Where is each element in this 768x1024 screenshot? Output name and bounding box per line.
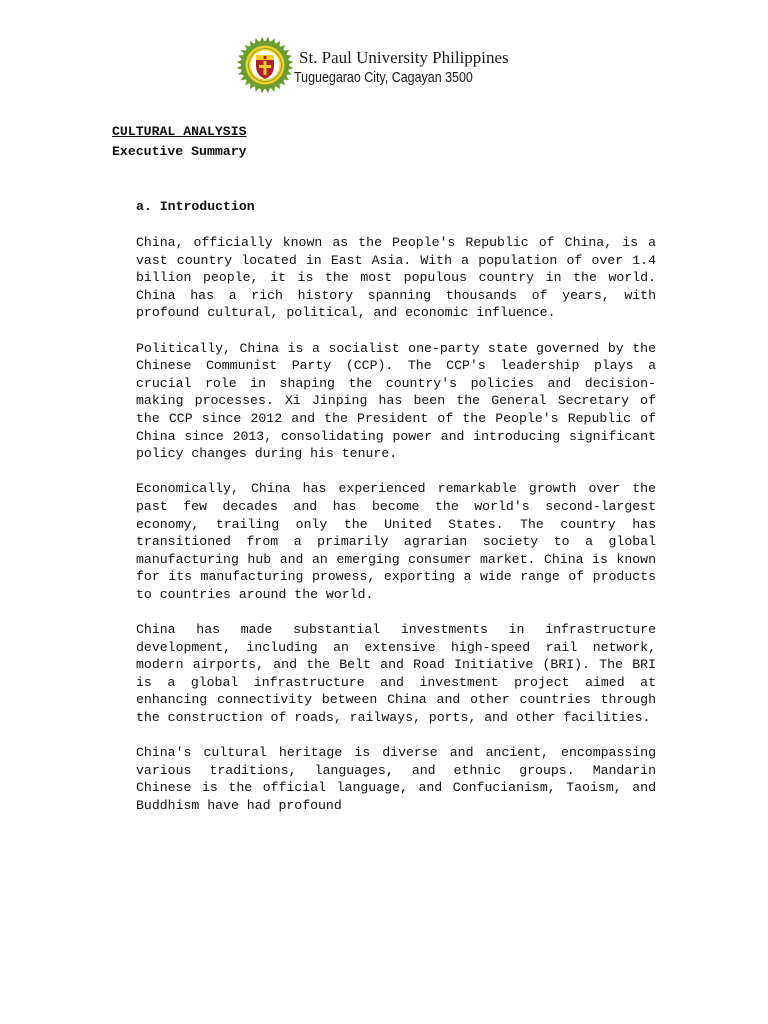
document-subtitle: Executive Summary xyxy=(112,144,247,159)
paragraph: China, officially known as the People's Republic of China, is a vast country located in East Asia. With a population of over 1.4 billion people, it is the most populous country in the world. China has a rich history spanning thousands of years, with profound cultural, political, and economic influence. xyxy=(136,235,656,321)
university-name: St. Paul University Philippines xyxy=(299,48,509,67)
paragraph: Economically, China has experienced remarkable growth over the past few decades and has become the world's second-largest economy, trailing only the United States. The country has transitioned from a primarily agrarian society to a global manufacturing hub and an emerging consumer market. China is known for its manufacturing prowess, exporting a wide range of products to countries around the world. xyxy=(136,481,656,602)
university-address: Tuguegarao City, Cagayan 3500 xyxy=(294,70,473,86)
document-title: CULTURAL ANALYSIS xyxy=(112,124,247,139)
university-seal-icon xyxy=(236,36,294,94)
document-heading xyxy=(112,122,247,162)
paragraph: China's cultural heritage is diverse and ancient, encompassing various traditions, languages, and ethnic groups. Mandarin Chinese is the official language, and Confucianism, Taoism, and Buddhism have had profound xyxy=(136,745,656,813)
section-heading: a. Introduction xyxy=(136,199,255,214)
letterhead xyxy=(236,36,556,96)
section-body xyxy=(136,234,656,815)
paragraph: China has made substantial investments in infrastructure development, including an extensive high-speed rail network, modern airports, and the Belt and Road Initiative (BRI). The BRI is a global infrastructure and investment project aimed at enhancing connectivity between China and other countries through the construction of roads, railways, ports, and other facilities. xyxy=(136,622,656,726)
paragraph: Politically, China is a socialist one-party state governed by the Chinese Communist Party (CCP). The CCP's leadership plays a crucial role in shaping the country's policies and decision-making processes. Xi Jinping has been the General Secretary of the CCP since 2012 and the President of the People's Republic of China since 2013, consolidating power and introducing significant policy changes during his tenure. xyxy=(136,340,656,462)
